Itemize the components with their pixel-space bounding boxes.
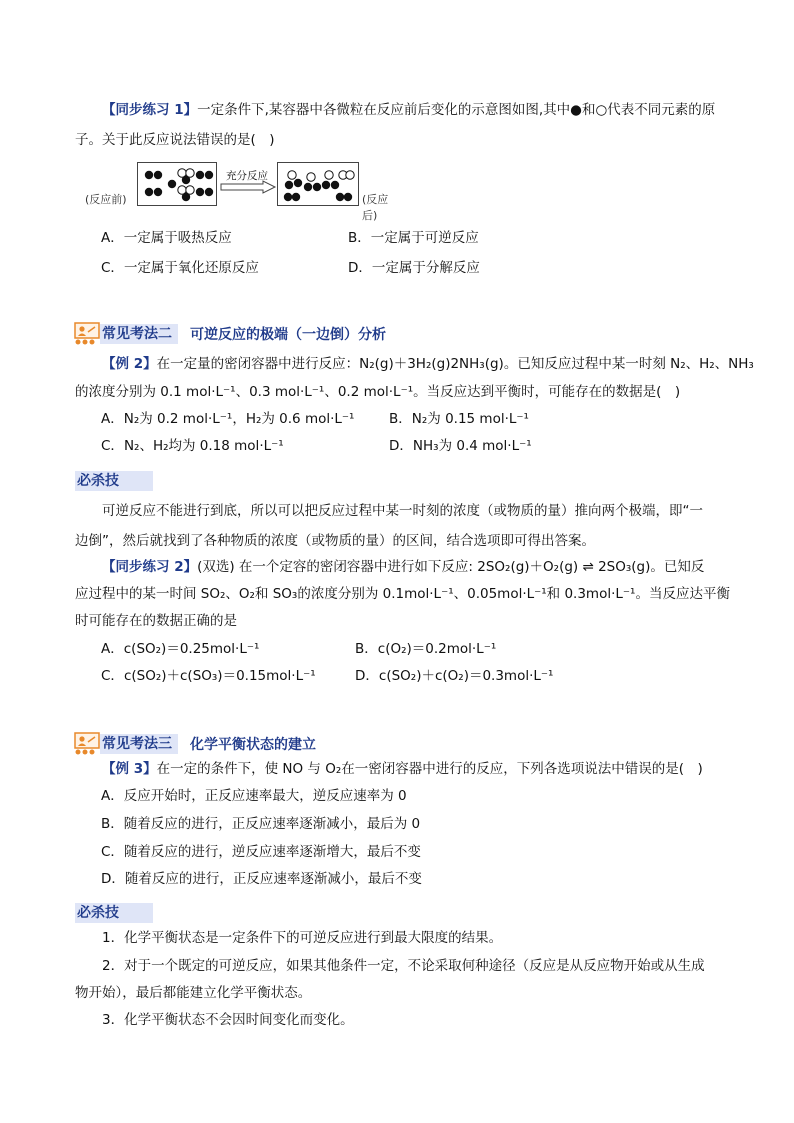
bishaji1-line1: 可逆反应不能进行到底，所以可以把反应过程中某一时刻的浓度（或物质的量）推向两个极端，即“一	[102, 503, 703, 519]
practice2-option-a: A．c(SO₂)＝0.25mol·L⁻¹	[101, 641, 260, 657]
example3-option-a: A．反应开始时，正反应速率最大，逆反应速率为 0	[101, 788, 407, 804]
practice2-option-b: B．c(O₂)＝0.2mol·L⁻¹	[355, 641, 497, 657]
arrow-label: 充分反应	[226, 170, 268, 182]
bishaji2-point3: 3．化学平衡状态不会因时间变化而变化。	[102, 1012, 354, 1028]
example2-line2: 的浓度分别为 0.1 mol·L⁻¹、0.3 mol·L⁻¹、0.2 mol·L⁻¹。当反应达到平衡时，可能存在的数据是( )	[75, 384, 681, 400]
after-label: (反应后)	[362, 193, 389, 222]
practice2-line1: 【同步练习 2】(双选) 在一个定容的密闭容器中进行如下反应: 2SO₂(g)＋O₂(g) ⇌ 2SO₃(g)。已知反	[102, 559, 705, 575]
example2-option-d: D．NH₃为 0.4 mol·L⁻¹	[389, 438, 532, 454]
example2-tag: 【例 2】	[102, 356, 157, 372]
example3-stem: 【例 3】在一定的条件下，使 NO 与 O₂在一密闭容器中进行的反应，下列各选项说法中错误的是( )	[102, 761, 703, 777]
before-box	[137, 162, 217, 206]
teacher-icon	[74, 732, 100, 756]
practice1-stem-line2: 子。关于此反应说法错误的是( )	[75, 132, 275, 148]
bishaji1-line2: 边倒”，然后就找到了各种物质的浓度（或物质的量）的区间，结合选项即可得出答案。	[75, 533, 595, 549]
arrow-icon	[219, 180, 277, 194]
practice2-line3: 时可能存在的数据正确的是	[75, 613, 237, 629]
teacher-icon	[74, 322, 100, 346]
bishaji2-label: 必杀技	[75, 903, 153, 923]
section2-heading	[74, 322, 386, 348]
practice2-tag: 【同步练习 2】	[102, 559, 198, 575]
practice2-line2: 应过程中的某一时间 SO₂、O₂和 SO₃的浓度分别为 0.1mol·L⁻¹、0.05mol·L⁻¹和 0.3mol·L⁻¹。当反应达平衡	[75, 586, 730, 602]
practice1-option-a: A．一定属于吸热反应	[101, 230, 232, 246]
before-label: (反应前)	[85, 193, 127, 206]
practice1-option-c: C．一定属于氧化还原反应	[101, 260, 259, 276]
example3-tag: 【例 3】	[102, 761, 157, 777]
bishaji2-point2-line1: 2．对于一个既定的可逆反应，如果其他条件一定，不论采取何种途径（反应是从反应物开始或从生成	[102, 958, 705, 974]
reaction-diagram	[75, 158, 395, 222]
section3-label: 常见考法三	[100, 734, 178, 754]
practice1-option-d: D．一定属于分解反应	[348, 260, 480, 276]
before-particles	[138, 163, 216, 205]
example2-option-c: C．N₂、H₂均为 0.18 mol·L⁻¹	[101, 438, 284, 454]
practice1-stem-line1: 【同步练习 1】一定条件下,某容器中各微粒在反应前后变化的示意图如图,其中●和○代表不同元素的原	[102, 102, 716, 118]
example2-line1: 【例 2】在一定量的密闭容器中进行反应：N₂(g)＋3H₂(g)2NH₃(g)。已知反应过程中某一时刻 N₂、H₂、NH₃	[102, 356, 754, 372]
section3-title: 化学平衡状态的建立	[190, 737, 316, 753]
example3-option-b: B．随着反应的进行，正反应速率逐渐减小，最后为 0	[101, 816, 421, 832]
section2-label: 常见考法二	[100, 324, 178, 344]
example2-option-a: A．N₂为 0.2 mol·L⁻¹，H₂为 0.6 mol·L⁻¹	[101, 411, 355, 427]
practice2-option-d: D．c(SO₂)＋c(O₂)＝0.3mol·L⁻¹	[355, 668, 554, 684]
bishaji1-label: 必杀技	[75, 471, 153, 491]
example2-option-b: B．N₂为 0.15 mol·L⁻¹	[389, 411, 529, 427]
example3-option-c: C．随着反应的进行，逆反应速率逐渐增大，最后不变	[101, 844, 421, 860]
section3-heading	[74, 732, 316, 758]
section2-title: 可逆反应的极端（一边倒）分析	[190, 327, 386, 343]
after-particles	[278, 163, 358, 205]
practice1-option-b: B．一定属于可逆反应	[348, 230, 479, 246]
bishaji2-point2-line2: 物开始），最后都能建立化学平衡状态。	[75, 985, 312, 1001]
bishaji2-point1: 1．化学平衡状态是一定条件下的可逆反应进行到最大限度的结果。	[102, 930, 503, 946]
practice2-option-c: C．c(SO₂)＋c(SO₃)＝0.15mol·L⁻¹	[101, 668, 316, 684]
practice1-tag: 【同步练习 1】	[102, 102, 198, 118]
example3-option-d: D．随着反应的进行，正反应速率逐渐减小，最后不变	[101, 871, 422, 887]
after-box	[277, 162, 359, 206]
